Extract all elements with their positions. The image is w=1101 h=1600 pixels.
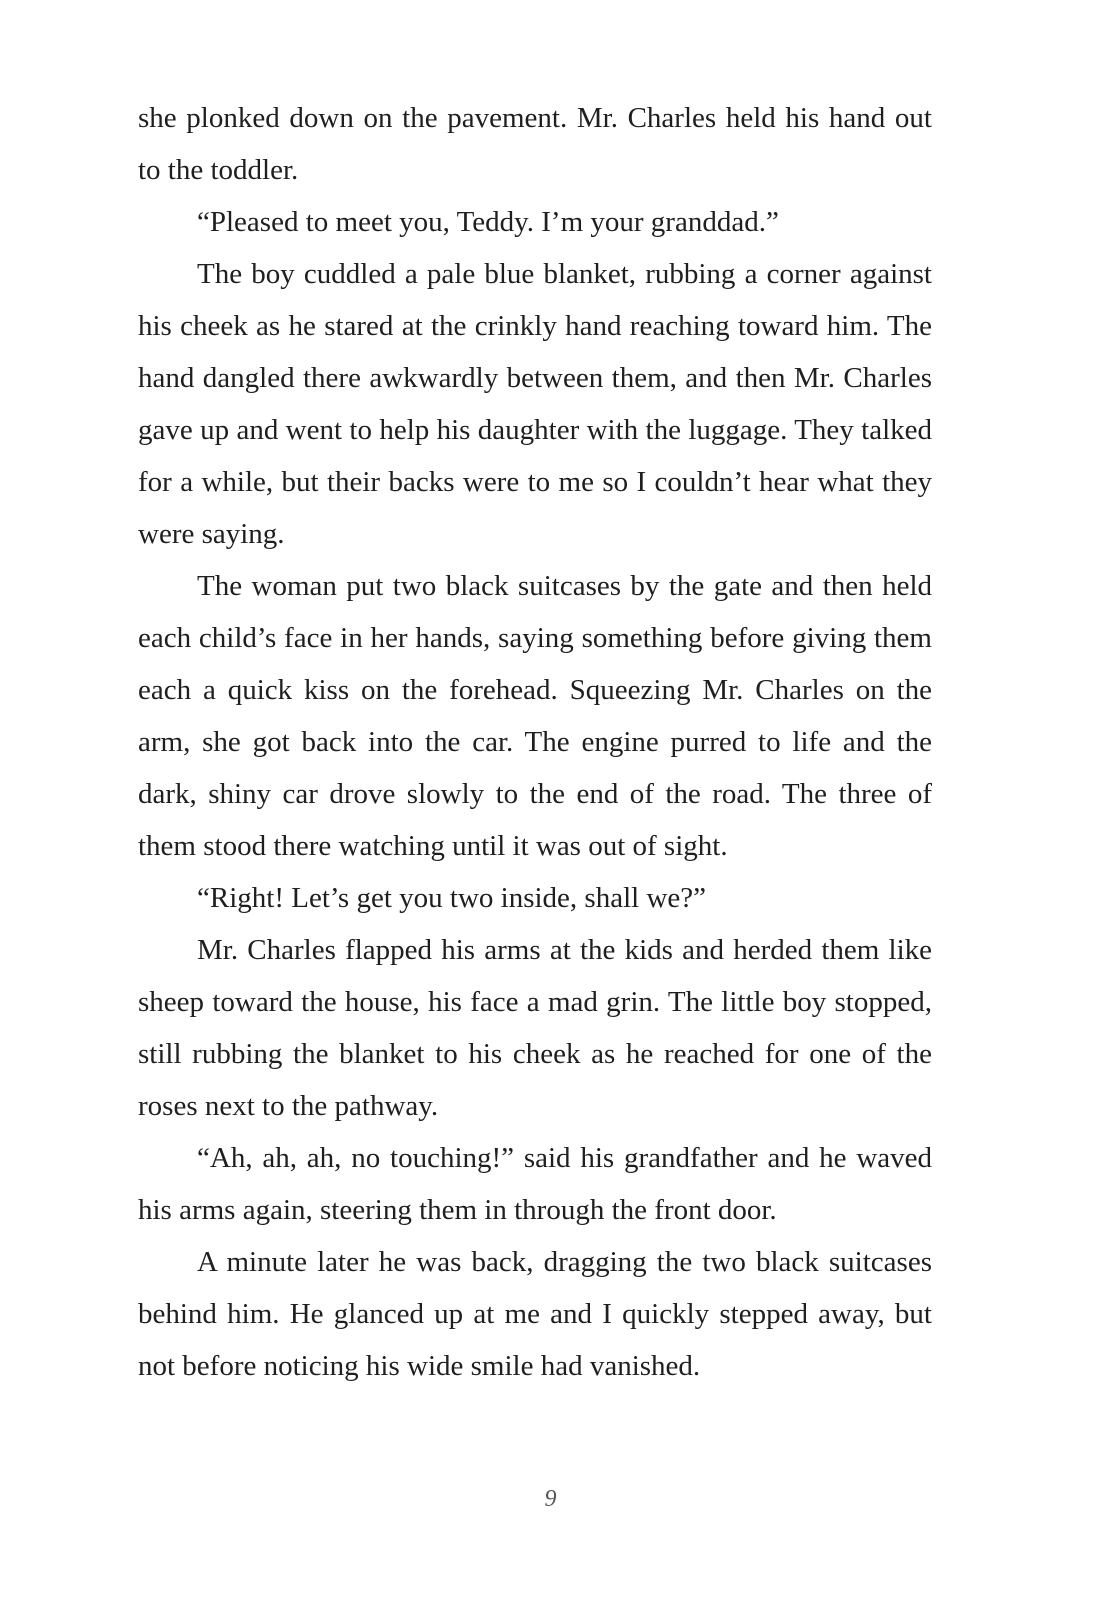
paragraph-2: “Pleased to meet you, Teddy. I’m your granddad.” [197,206,779,238]
paragraph-8: A minute later he was back, dragging the two black suitcases behind him. He glanced up at me and I quickly stepped away, but not before noticing his wide smile had vanished. [138,1246,932,1382]
paragraph-7: “Ah, ah, ah, no touching!” said his grandfather and he waved his arms again, steering them in through the front door. [138,1142,932,1226]
paragraph-1: she plonked down on the pavement. Mr. Charles held his hand out to the toddler. [138,102,932,186]
paragraph-3: The boy cuddled a pale blue blanket, rubbing a corner against his cheek as he stared at the crinkly hand reaching toward him. The hand dangled there awkwardly between them, and then Mr. Charles gave up and went to help his daughter with the luggage. They talked for a while, but their backs were to me so I couldn’t hear what they were saying. [138,258,932,550]
paragraph-4: The woman put two black suitcases by the gate and then held each child’s face in her hands, saying something before giving them each a quick kiss on the forehead. Squeezing Mr. Charles on the arm, she got back into the car. The engine purred to life and the dark, shiny car drove slowly to the end of the road. The three of them stood there watching until it was out of sight. [138,570,932,862]
body-text [138,92,932,1392]
paragraph-5: “Right! Let’s get you two inside, shall we?” [197,882,707,914]
paragraph-6: Mr. Charles flapped his arms at the kids and herded them like sheep toward the house, his face a mad grin. The little boy stopped, still rubbing the blanket to his cheek as he reached for one of the roses next to the pathway. [138,934,932,1122]
page-number: 9 [544,1486,557,1512]
